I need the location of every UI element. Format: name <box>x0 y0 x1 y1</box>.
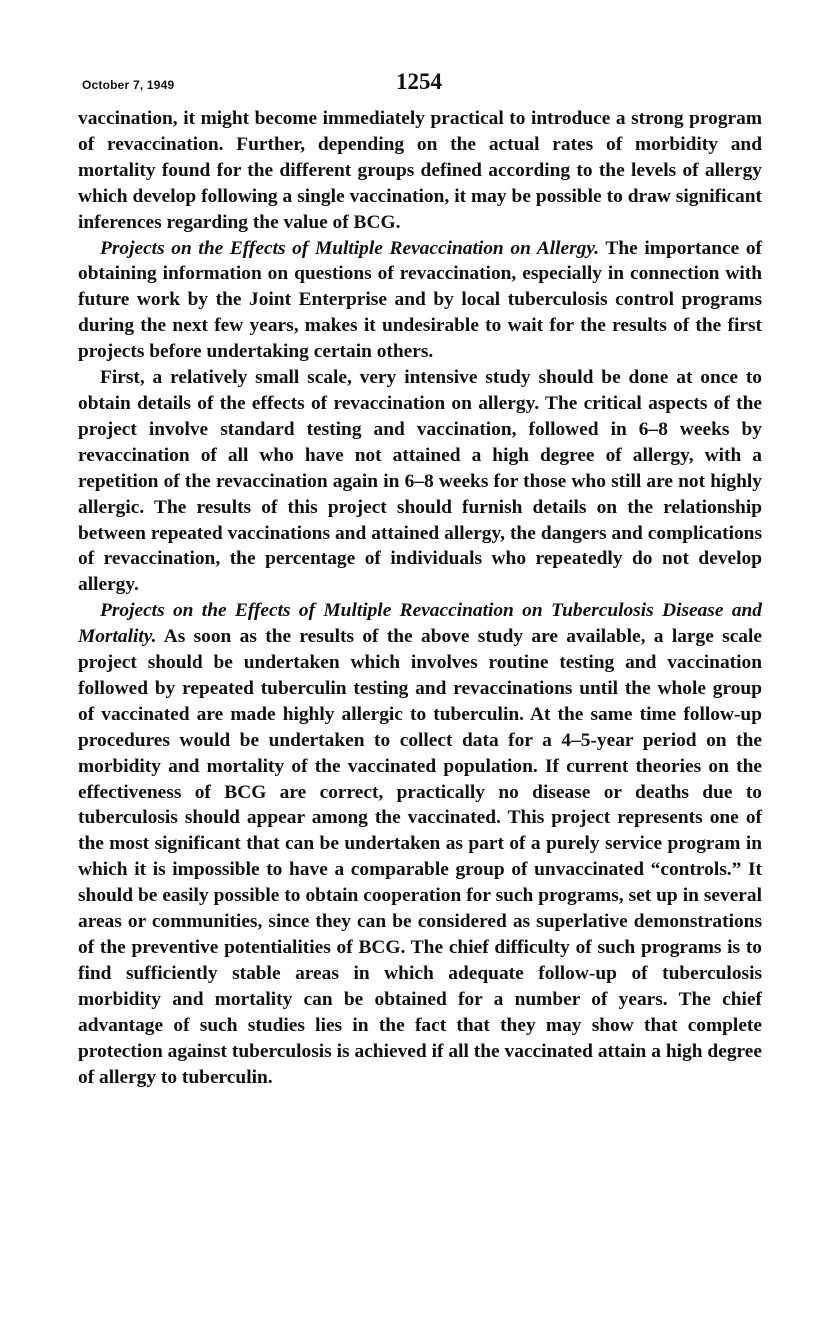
paragraph-text: First, a relatively small scale, very intensive study should be done at once to obtain details of the effects of revaccination on allergy. The critical aspects of the project involve standard testing and vaccination, followed in 6–8 weeks by revaccination of all who have not attained a high degree of allergy, with a repetition of the revaccination again in 6–8 weeks for those who still are not highly allergic. The results of this project should furnish details on the relationship between repeated vaccinations and attained allergy, the dangers and complications of revaccination, the percentage of individuals who repeatedly do not develop allergy. <box>78 367 762 596</box>
paragraph-text: As soon as the results of the above study are available, a large scale project should be undertaken which involves routine testing and vaccination followed by repeated tuberculin testing and revaccinations until the whole group of vaccinated are made highly allergic to tuberculin. At the same time follow-up procedures would be undertaken to collect data for a 4–5-year period on the morbidity and mortality of the vaccinated population. If current theories on the effectiveness of BCG are correct, practically no disease or deaths due to tuberculosis should appear among the vaccinated. This project represents one of the most significant that can be undertaken as part of a purely service program in which it is impossible to have a comparable group of unvaccinated “controls.” It should be easily possible to obtain cooperation for such programs, set up in several areas or communities, since they can be considered as superlative demonstrations of the preventive potentialities of BCG. The chief difficulty of such programs is to find sufficiently stable areas in which adequate follow-up of tuberculosis morbidity and mortality can be obtained for a number of years. The chief advantage of such studies lies in the fact that they may show that complete protection against tuberculosis is achieved if all the vaccinated attain a high degree of allergy to tuberculin. <box>78 626 762 1088</box>
document-page <box>78 66 762 1090</box>
section-heading: Projects on the Effects of Multiple Revaccination on Allergy. <box>100 237 600 259</box>
paragraph-revaccination-disease <box>78 598 762 1090</box>
paragraph-revaccination-allergy <box>78 236 762 366</box>
page-number: 1254 <box>396 69 442 94</box>
section-heading: Projects on the Effects of Multiple Revaccination on Tuberculosis Disease and Mortality. <box>78 600 762 648</box>
issue-date: October 7, 1949 <box>82 78 175 92</box>
paragraph-continuation <box>78 106 762 236</box>
page-header <box>78 66 762 106</box>
paragraph-text: vaccination, it might become immediately practical to introduce a strong program of revaccination. Further, depending on the actual rates of morbidity and mortality found for the different groups defined according to the levels of allergy which develop following a single vaccination, it may be possible to draw significant inferences regarding the value of BCG. <box>78 108 762 233</box>
paragraph-text: The importance of obtaining information on questions of revaccination, especially in connection with future work by the Joint Enterprise and by local tuberculosis control programs during the next few years, makes it undesirable to wait for the results of the first projects before undertaking certain others. <box>78 237 763 363</box>
paragraph-intensive-study <box>78 365 762 598</box>
